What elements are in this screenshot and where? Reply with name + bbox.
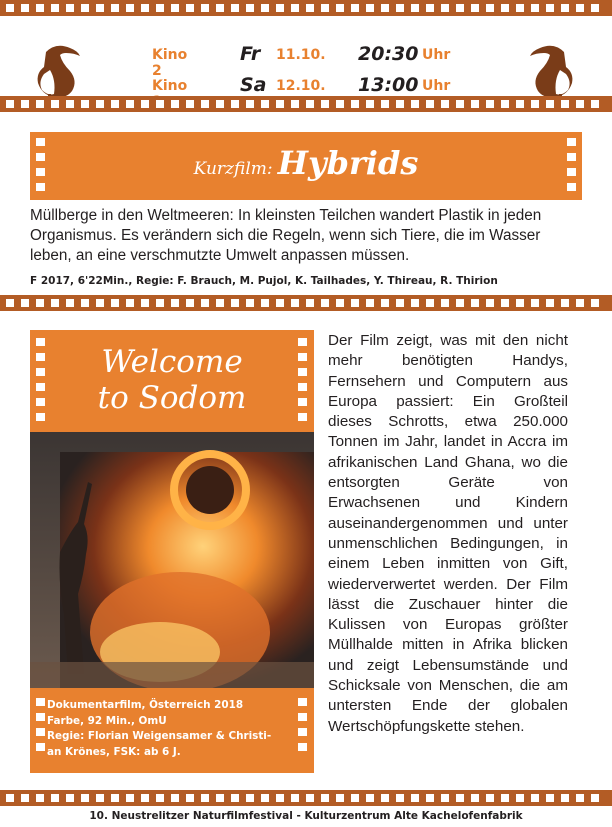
footer: 10. Neustrelitzer Naturfilmfestival - Kulturzentrum Alte Kachelofenfabrik <box>89 810 523 822</box>
unit-label: Uhr <box>422 78 451 94</box>
poster-info-line: Dokumentarfilm, Österreich 2018 <box>47 699 244 711</box>
time-label: 20:30 <box>358 43 419 65</box>
unit-label: Uhr <box>422 47 451 63</box>
poster-info <box>47 698 287 760</box>
feature-poster <box>30 330 314 773</box>
poster-photo <box>30 432 314 688</box>
day-label: Fr <box>240 43 261 65</box>
short-film-title: Hybrids <box>277 144 419 182</box>
date-label: 11.10. <box>276 47 326 63</box>
feature-description: Der Film zeigt, was mit den nicht mehr benötigten Handys, Fernsehern und Computern aus Europa passiert: Ein Großteil dieses Schrotts, etwa 250.000 Tonnen im Jahr, landet in Accra im afrikanischen Land Ghana, wo die entsorgten Geräte von Erwachsenen und Kindern auseinandergenommen und unter unmenschlichen Bedingungen, in einem Leben inmitten von Gift, wiederverwertet werden. Der Film lässt die Zuschauer hinter die Kulissen von Europas größter Müllhalde mitten in Afrika blicken und zeigt Lebensumstände und Schicksale von Menschen, die am untersten Ende der globalen Wertschöpfungskette stehen. <box>328 332 568 735</box>
film-strip-divider <box>0 295 612 311</box>
short-film-credits: F 2017, 6'22Min., Regie: F. Brauch, M. Pujol, K. Tailhades, Y. Thireau, R. Thirion <box>30 275 498 287</box>
short-film-description: Müllberge in den Weltmeeren: In kleinsten Teilchen wandert Plastik in jeden Organismus. Es verändern sich die Regeln, wenn sich Tiere, die im Wasser leben, an eine verschmutzte Umwelt anpassen müssen. <box>30 207 542 264</box>
date-label: 12.10. <box>276 78 326 94</box>
top-film-strip <box>0 0 612 16</box>
bottom-film-strip <box>0 790 612 806</box>
poster-info-line: Regie: Florian Weigensamer & Christi- <box>47 730 272 742</box>
poster-info-line: Farbe, 92 Min., OmU <box>47 714 167 727</box>
short-film-banner <box>30 132 582 200</box>
short-film-prefix: Kurzfilm: <box>193 159 273 179</box>
schedule-panel <box>0 16 612 96</box>
time-label: 13:00 <box>358 74 419 96</box>
kino-label: Kino 2 <box>152 47 188 79</box>
short-film-heading <box>30 144 582 182</box>
feature-title-line: Welcome <box>101 344 243 380</box>
kino-label: Kino <box>152 78 188 94</box>
poster-info-line: an Krönes, FSK: ab 6 J. <box>47 745 181 758</box>
feature-title <box>30 344 314 416</box>
feature-title-line: to Sodom <box>97 380 247 416</box>
day-label: Sa <box>240 74 267 96</box>
film-strip-divider <box>0 96 612 112</box>
